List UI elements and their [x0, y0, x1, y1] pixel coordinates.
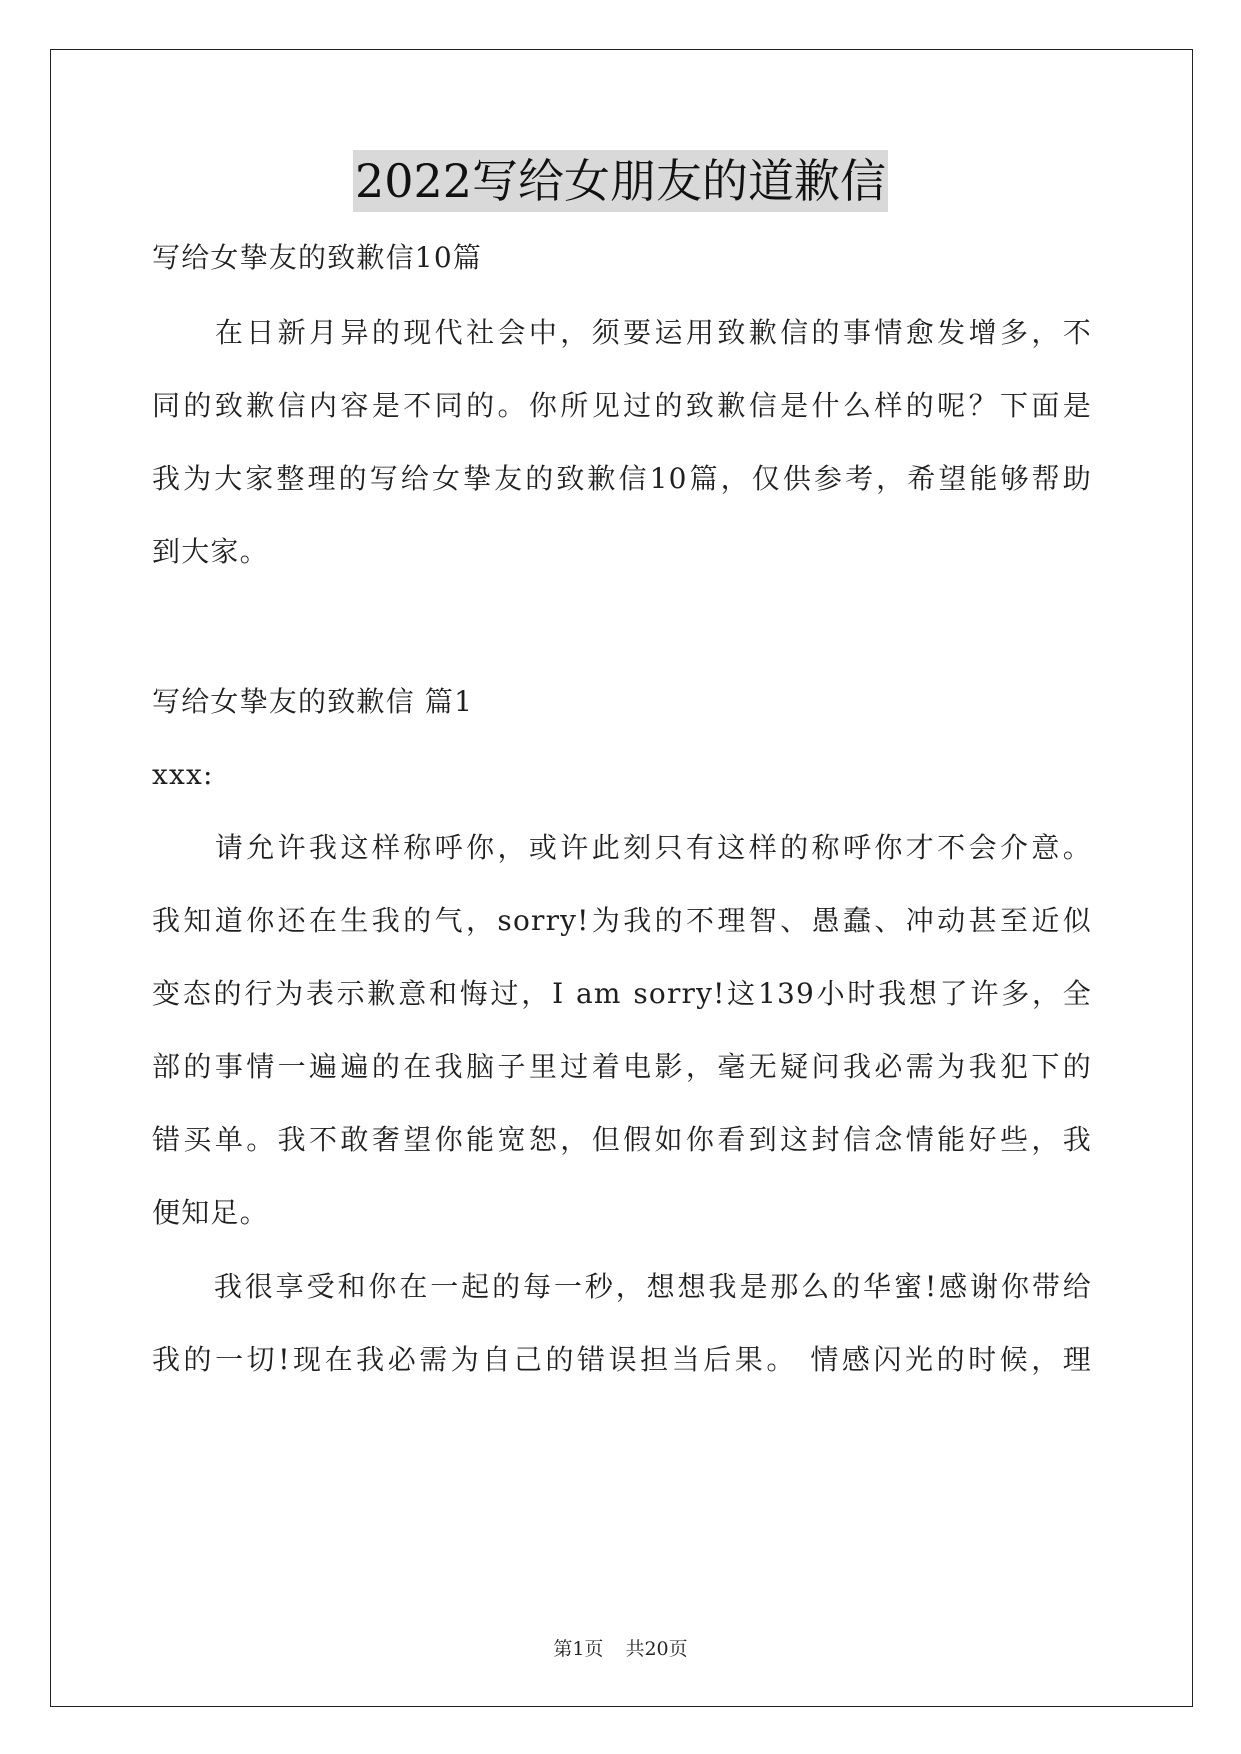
page-number: 第1页 — [553, 1638, 604, 1660]
page-footer — [0, 1634, 1241, 1661]
body-line-1: 请允许我这样称呼你，或许此刻只有这样的称呼你才不会介意。 — [152, 831, 1092, 864]
section-heading: 写给女挚友的致歉信 篇1 — [152, 685, 474, 718]
total-pages: 共20页 — [625, 1638, 688, 1660]
intro-line-1: 在日新月异的现代社会中，须要运用致歉信的事情愈发增多，不 — [152, 316, 1092, 349]
body-line-7: 我很享受和你在一起的每一秒，想想我是那么的华蜜!感谢你带给 — [152, 1270, 1092, 1303]
document-title-text: 2022写给女朋友的道歉信 — [353, 150, 888, 212]
body-line-4: 部的事情一遍遍的在我脑子里过着电影，毫无疑问我必需为我犯下的 — [152, 1050, 1092, 1083]
body-line-6: 便知足。 — [152, 1196, 269, 1229]
intro-line-3: 我为大家整理的写给女挚友的致歉信10篇，仅供参考，希望能够帮助 — [152, 462, 1092, 495]
body-line-3: 变态的行为表示歉意和悔过，I am sorry!这139小时我想了许多，全 — [152, 977, 1092, 1010]
intro-line-4: 到大家。 — [152, 535, 269, 568]
intro-line-2: 同的致歉信内容是不同的。你所见过的致歉信是什么样的呢？下面是 — [152, 389, 1092, 422]
body-line-2: 我知道你还在生我的气，sorry!为我的不理智、愚蠢、冲动甚至近似 — [152, 904, 1092, 937]
document-subtitle: 写给女挚友的致歉信10篇 — [152, 241, 483, 274]
body-line-8: 我的一切!现在我必需为自己的错误担当后果。 情感闪光的时候，理 — [152, 1343, 1092, 1376]
body-line-5: 错买单。我不敢奢望你能宽恕，但假如你看到这封信念情能好些，我 — [152, 1123, 1092, 1156]
page-border — [50, 49, 1193, 1707]
document-title — [0, 150, 1241, 212]
salutation: xxx: — [152, 758, 214, 791]
